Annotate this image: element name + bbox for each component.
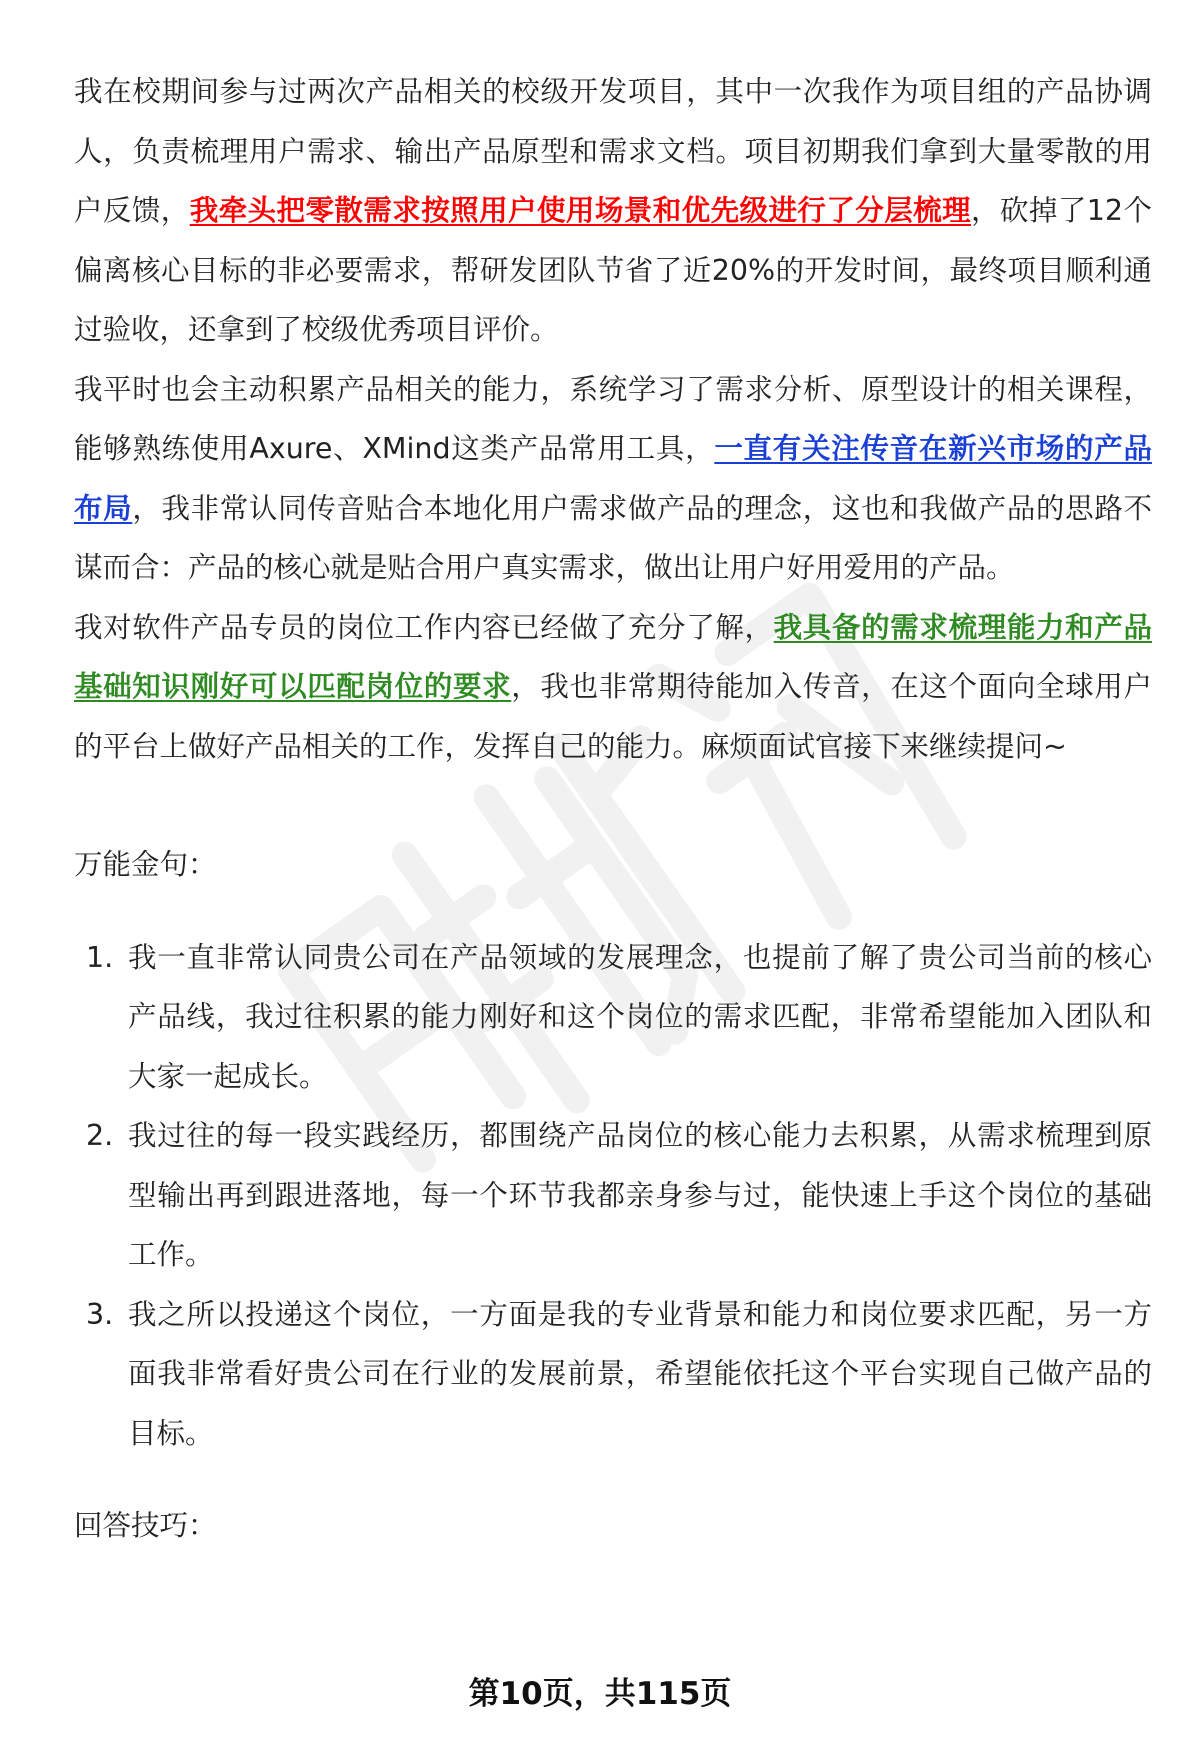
list-number: 1.	[86, 940, 114, 974]
list-item-text: 我之所以投递这个岗位，一方面是我的专业背景和能力和岗位要求匹配，另一方面我非常看好贵公司在行业的发展前景，希望能依托这个平台实现自己做产品的目标。	[128, 1297, 1152, 1450]
list-number: 3.	[86, 1297, 114, 1331]
list-item-text: 我过往的每一段实践经历，都围绕产品岗位的核心能力去积累，从需求梳理到原型输出再到跟进落地，每一个环节我都亲身参与过，能快速上手这个岗位的基础工作。	[128, 1119, 1152, 1271]
highlight-red: 我牵头把零散需求按照用户使用场景和优先级进行了分层梳理	[189, 194, 972, 227]
list-item	[74, 1106, 1152, 1285]
paragraph-text: 我对软件产品专员的岗位工作内容已经做了充分了解，	[74, 610, 774, 644]
paragraph-text: ，我非常认同传音贴合本地化用户需求做产品的理念，这也和我做产品的思路不谋而合：产品的核心就是贴合用户真实需求，做出让用户好用爱用的产品。	[74, 491, 1152, 584]
paragraph-text: ，我也非常期待能加入传音，在这个面向全球用户的平台上做好产品相关的工作，发挥自己的能力。麻烦面试官接下来继续提问~	[74, 670, 1152, 763]
paragraph-position-match	[74, 598, 1152, 777]
highlight-blue: 一直有关注传音在新兴市场的产品布局	[74, 432, 1152, 525]
paragraph-project-experience	[74, 62, 1152, 360]
paragraph-text: 我在校期间参与过两次产品相关的校级开发项目，其中一次我作为项目组的产品协调人，负责梳理用户需求、输出产品原型和需求文档。项目初期我们拿到大量零散的用户反馈，	[74, 75, 1152, 227]
document-body	[74, 62, 1152, 1556]
paragraph-text: 我平时也会主动积累产品相关的能力，系统学习了需求分析、原型设计的相关课程，能够熟练使用Axure、XMind这类产品常用工具，	[74, 372, 1152, 465]
highlight-green: 我具备的需求梳理能力和产品基础知识刚好可以匹配岗位的要求	[74, 610, 1152, 703]
list-item-text: 我一直非常认同贵公司在产品领域的发展理念，也提前了解了贵公司当前的核心产品线，我过往积累的能力刚好和这个岗位的需求匹配，非常希望能加入团队和大家一起成长。	[128, 940, 1152, 1093]
list-item	[74, 1285, 1152, 1464]
paragraph-skills	[74, 360, 1152, 598]
list-item	[74, 928, 1152, 1107]
paragraph-text: ，砍掉了12个偏离核心目标的非必要需求，帮研发团队节省了近20%的开发时间，最终项目顺利通过验收，还拿到了校级优秀项目评价。	[74, 194, 1152, 346]
list-number: 2.	[86, 1119, 114, 1152]
page-number-footer: 第10页，共115页	[468, 1676, 732, 1712]
golden-sentences-list	[74, 928, 1152, 1464]
golden-sentences-heading: 万能金句：	[74, 848, 217, 881]
answer-tips-heading: 回答技巧：	[74, 1509, 217, 1542]
